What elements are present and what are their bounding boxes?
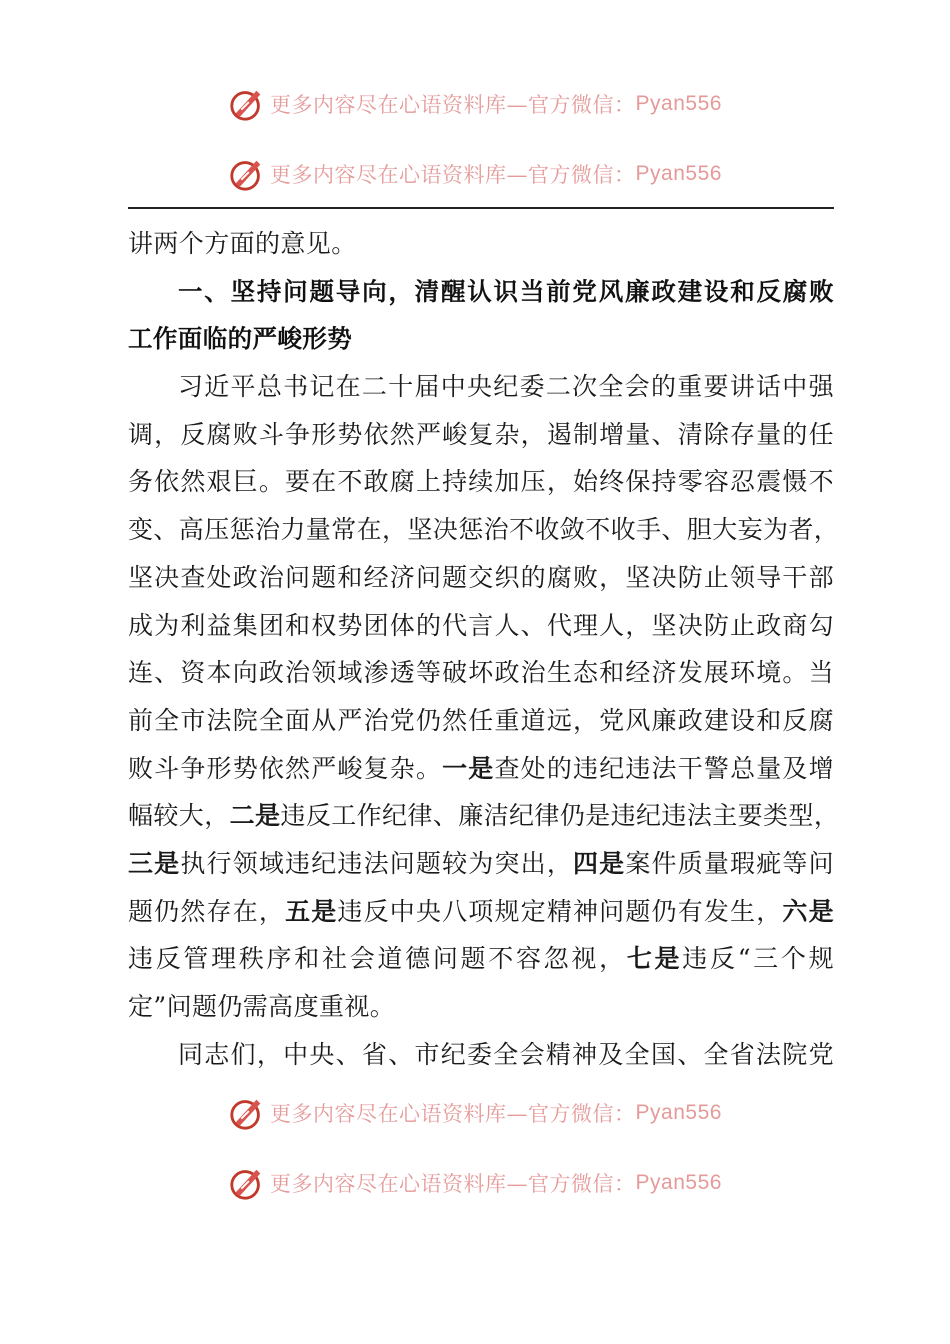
pen-logo-icon [228,85,266,123]
paragraph-line: 前全市法院全面从严治党仍然任重道远，党风廉政建设和反腐 [128,705,834,735]
watermark-text: 更多内容尽在心语资料库—官方微信： [270,1102,636,1126]
watermark-banner-bottom-2 [0,1163,950,1203]
paragraph-line: 务依然艰巨。要在不敢腐上持续加压，始终保持零容忍震慑不 [128,467,834,497]
emphasis-run: 五是 [285,896,338,926]
paragraph-line: 调，反腐败斗争形势依然严峻复杂，遏制增量、清除存量的任 [128,419,834,449]
text-run: 违反管理秩序和社会道德问题不容忽视， [128,944,627,974]
watermark-text: 更多内容尽在心语资料库—官方微信： [270,163,636,187]
watermark-text: 更多内容尽在心语资料库—官方微信： [270,1172,636,1196]
paragraph-line [128,792,840,840]
paragraph-line: 同志们，中央、省、市纪委全会精神及全国、全省法院党 [178,1039,834,1069]
paragraph-line [128,935,834,983]
header-rule [128,207,834,209]
pen-logo-icon [228,155,266,193]
text-run: 案件质量瑕疵等问 [625,848,834,878]
paragraph-line: 坚决查处政治问题和经济问题交织的腐败，坚决防止领导干部 [128,562,834,592]
watermark-text: 更多内容尽在心语资料库—官方微信： [270,93,636,117]
emphasis-run: 六是 [782,896,834,926]
section-heading-line-1: 一、坚持问题导向，清醒认识当前党风廉政建设和反腐败 [178,276,834,306]
paragraph-line [128,888,834,936]
text-run: 违反中央八项规定精神问题仍有发生， [337,896,783,926]
paragraph-line: 成为利益集团和权势团体的代言人、代理人，坚决防止政商勾 [128,610,834,640]
text-run: 违反工作纪律、廉洁纪律仍是违纪违法主要类型， [280,801,840,831]
text-run: 幅较大， [128,801,230,831]
pen-logo-icon [228,1164,266,1202]
emphasis-run: 七是 [626,944,683,974]
watermark-wechat-id: Pyan556 [635,1101,722,1124]
watermark-wechat-id: Pyan556 [635,162,722,185]
text-run: 执行领域违纪违法问题较为突出， [180,848,573,878]
text-run: 查处的违纪违法干警总量及增 [494,753,834,783]
section-heading-line-2: 工作面临的严峻形势 [128,324,353,354]
emphasis-run: 二是 [229,801,281,831]
paragraph-line: 连、资本向政治领域渗透等破坏政治生态和经济发展环境。当 [128,658,834,688]
document-body [128,220,840,1078]
watermark-wechat-id: Pyan556 [635,1171,722,1194]
pen-logo-icon [228,1094,266,1132]
emphasis-run: 三是 [128,848,181,878]
text-run: 败斗争形势依然严峻复杂。 [128,753,443,783]
text-run: 违反“三个规 [682,944,835,974]
paragraph-line: 定”问题仍需高度重视。 [128,992,396,1021]
paragraph-line [128,745,834,793]
paragraph-line [128,840,834,888]
watermark-banner-top-2 [0,154,950,194]
paragraph-line: 习近平总书记在二十届中央纪委二次全会的重要讲话中强 [178,372,834,402]
emphasis-run: 一是 [442,753,495,783]
watermark-banner-top-1 [0,84,950,124]
emphasis-run: 四是 [573,848,626,878]
watermark-banner-bottom-1 [0,1093,950,1133]
watermark-wechat-id: Pyan556 [635,92,722,115]
text-run: 题仍然存在， [128,896,286,926]
paragraph-line: 变、高压惩治力量常在，坚决惩治不收敛不收手、胆大妄为者， [128,515,840,545]
intro-line: 讲两个方面的意见。 [128,229,357,258]
